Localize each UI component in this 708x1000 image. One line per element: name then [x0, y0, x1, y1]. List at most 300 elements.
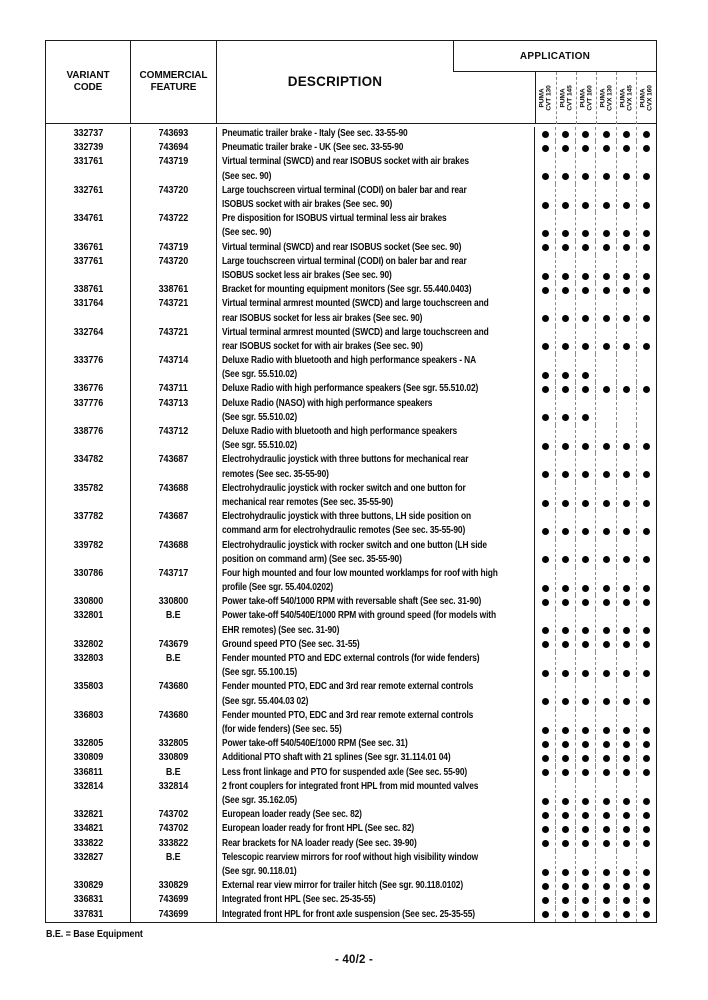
commercial-feature-cell: B.E	[131, 766, 217, 780]
application-dot	[582, 755, 589, 762]
description-cell	[217, 453, 535, 481]
application-cell	[555, 837, 575, 851]
application-model-label: PUMA CVX 145	[619, 85, 634, 111]
application-dot	[643, 343, 650, 350]
application-cell	[616, 382, 636, 396]
application-cell	[616, 425, 636, 453]
application-dot	[603, 897, 610, 904]
application-cell	[616, 680, 636, 708]
application-cell	[636, 155, 656, 183]
table-row	[46, 397, 656, 425]
application-cell	[535, 737, 555, 751]
application-model-label: PUMA CVX 130	[599, 85, 614, 111]
application-cell	[595, 297, 615, 325]
application-dot	[643, 869, 650, 876]
application-cell	[636, 851, 656, 879]
commercial-feature-cell: 743717	[131, 567, 217, 595]
application-cell	[555, 127, 575, 141]
application-dot	[643, 755, 650, 762]
application-cell	[575, 539, 595, 567]
description-line: Virtual terminal armrest mounted (SWCD) and large touchscreen and	[222, 326, 489, 338]
description-line: Electrohydraulic joystick with rocker switch and one button for	[222, 482, 466, 494]
description-cell	[217, 283, 535, 297]
table-row	[46, 595, 656, 609]
table-row	[46, 297, 656, 325]
variant-code-cell: 334821	[46, 822, 131, 836]
variant-code-cell: 337831	[46, 908, 131, 922]
application-cell	[595, 879, 615, 893]
variant-code-cell: 336776	[46, 382, 131, 396]
description-cell	[217, 326, 535, 354]
application-dot	[643, 556, 650, 563]
application-dot	[623, 812, 630, 819]
application-dot	[562, 528, 569, 535]
application-dot	[643, 230, 650, 237]
application-dot	[623, 500, 630, 507]
application-cell	[575, 908, 595, 922]
application-cell	[575, 737, 595, 751]
commercial-feature-cell: 743694	[131, 141, 217, 155]
application-dot	[582, 372, 589, 379]
application-dot	[603, 343, 610, 350]
description-line: Power take-off 540/540E/1000 RPM (See sec. 31)	[222, 738, 408, 750]
application-dot	[582, 556, 589, 563]
commercial-feature-cell: 330809	[131, 751, 217, 765]
application-model-header	[536, 72, 556, 124]
application-cell	[555, 680, 575, 708]
application-cell	[595, 595, 615, 609]
application-cell	[535, 354, 555, 382]
application-dot	[623, 556, 630, 563]
application-dot	[542, 414, 549, 421]
application-dot	[562, 471, 569, 478]
application-dot	[582, 670, 589, 677]
description-line: Power take-off 540/1000 RPM with reversable shaft (See sec. 31-90)	[222, 596, 482, 608]
application-dot	[582, 230, 589, 237]
commercial-feature-cell: 743722	[131, 212, 217, 240]
application-cell	[535, 212, 555, 240]
table-row	[46, 141, 656, 155]
application-cell	[616, 709, 636, 737]
variant-code-header-line1: VARIANT	[66, 70, 110, 81]
variant-code-cell: 337776	[46, 397, 131, 425]
application-cell	[636, 638, 656, 652]
table-row	[46, 155, 656, 183]
commercial-feature-cell: B.E	[131, 652, 217, 680]
application-cell	[595, 851, 615, 879]
application-dot	[562, 883, 569, 890]
application-dot	[643, 897, 650, 904]
options-table	[45, 40, 657, 923]
description-line: ISOBUS socket less air brakes (See sec. 90)	[222, 269, 392, 281]
application-cell	[575, 766, 595, 780]
application-dot	[643, 798, 650, 805]
application-dot	[603, 911, 610, 918]
description-line: Less front linkage and PTO for suspended axle (See sec. 55-90)	[222, 766, 468, 778]
application-cell	[636, 595, 656, 609]
application-dot	[643, 315, 650, 322]
description-cell	[217, 397, 535, 425]
table-row	[46, 255, 656, 283]
application-dot	[542, 798, 549, 805]
application-dot	[542, 698, 549, 705]
description-line: Fender mounted PTO, EDC and 3rd rear remote external controls	[222, 709, 474, 721]
commercial-feature-cell: 743711	[131, 382, 217, 396]
table-row	[46, 510, 656, 538]
application-cell	[535, 837, 555, 851]
table-row	[46, 283, 656, 297]
application-dot	[603, 145, 610, 152]
description-line: ISOBUS socket with air brakes (See sec. 90)	[222, 198, 393, 210]
application-dot	[643, 244, 650, 251]
description-header: DESCRIPTION	[287, 74, 383, 89]
variant-code-cell: 332827	[46, 851, 131, 879]
description-cell	[217, 780, 535, 808]
description-line: Pneumatic trailer brake - UK (See sec. 33-55-90	[222, 142, 404, 154]
application-cell	[535, 680, 555, 708]
description-line: rear ISOBUS socket for less air brakes (See sec. 90)	[222, 312, 423, 324]
variant-code-cell: 330786	[46, 567, 131, 595]
table-row	[46, 851, 656, 879]
application-cell	[575, 837, 595, 851]
variant-code-cell: 339782	[46, 539, 131, 567]
application-cell	[636, 539, 656, 567]
application-cell	[595, 638, 615, 652]
commercial-feature-header-line1: COMMERCIAL	[139, 70, 208, 81]
commercial-feature-cell: 333822	[131, 837, 217, 851]
application-cell	[616, 766, 636, 780]
application-dot	[643, 528, 650, 535]
application-cell	[575, 127, 595, 141]
application-cell	[575, 212, 595, 240]
description-cell	[217, 539, 535, 567]
application-cell	[636, 397, 656, 425]
application-cell	[636, 808, 656, 822]
variant-code-cell: 332803	[46, 652, 131, 680]
application-dot	[582, 386, 589, 393]
application-dot	[562, 145, 569, 152]
application-dot	[603, 741, 610, 748]
application-cell	[555, 908, 575, 922]
description-line: Large touchscreen virtual terminal (CODI) on baler bar and rear	[222, 184, 467, 196]
application-dot	[643, 585, 650, 592]
application-dot	[582, 727, 589, 734]
description-line: Large touchscreen virtual terminal (CODI) on baler bar and rear	[222, 255, 467, 267]
application-cell	[636, 751, 656, 765]
application-dot	[542, 826, 549, 833]
application-cell	[636, 908, 656, 922]
table-row	[46, 652, 656, 680]
application-cell	[535, 155, 555, 183]
table-body	[46, 124, 656, 922]
application-cell	[535, 255, 555, 283]
application-cell	[555, 212, 575, 240]
variant-code-cell: 332814	[46, 780, 131, 808]
table-row	[46, 737, 656, 751]
description-line: Rear brackets for NA loader ready (See sec. 39-90)	[222, 837, 417, 849]
commercial-feature-cell: 743721	[131, 326, 217, 354]
application-dot	[643, 769, 650, 776]
application-dot	[582, 528, 589, 535]
application-cell	[575, 638, 595, 652]
description-cell	[217, 255, 535, 283]
application-cell	[616, 808, 636, 822]
application-model-columns	[535, 72, 656, 124]
table-header	[46, 41, 656, 124]
description-line: Virtual terminal (SWCD) and rear ISOBUS socket (See sec. 90)	[222, 241, 462, 253]
application-cell	[575, 893, 595, 907]
application-cell	[535, 283, 555, 297]
application-dot	[623, 826, 630, 833]
application-dot	[603, 798, 610, 805]
application-cell	[575, 567, 595, 595]
application-cell	[595, 822, 615, 836]
application-cell	[535, 141, 555, 155]
application-dot	[542, 386, 549, 393]
application-cell	[616, 354, 636, 382]
description-line: Virtual terminal (SWCD) and rear ISOBUS socket with air brakes	[222, 156, 469, 168]
application-cell	[555, 482, 575, 510]
application-cell	[555, 297, 575, 325]
application-header: APPLICATION	[453, 41, 656, 72]
application-cell	[616, 652, 636, 680]
application-dot	[623, 343, 630, 350]
application-dot	[643, 840, 650, 847]
application-dot	[542, 343, 549, 350]
application-cell	[595, 837, 615, 851]
footer-note	[46, 928, 159, 940]
application-dot	[562, 840, 569, 847]
application-cell	[535, 638, 555, 652]
application-dot	[643, 627, 650, 634]
application-dot	[542, 670, 549, 677]
description-cell	[217, 595, 535, 609]
variant-code-cell: 338776	[46, 425, 131, 453]
application-cell	[595, 241, 615, 255]
variant-code-cell: 336811	[46, 766, 131, 780]
application-dot	[582, 287, 589, 294]
application-model-header	[576, 72, 596, 124]
application-dot	[542, 599, 549, 606]
application-dot	[623, 869, 630, 876]
application-cell	[616, 851, 636, 879]
description-cell	[217, 766, 535, 780]
application-dot	[623, 911, 630, 918]
application-cell	[575, 255, 595, 283]
application-cell	[636, 184, 656, 212]
application-dot	[623, 443, 630, 450]
application-dot	[623, 202, 630, 209]
table-row	[46, 879, 656, 893]
application-dot	[542, 372, 549, 379]
application-dot	[562, 173, 569, 180]
application-dot	[562, 556, 569, 563]
application-dot	[582, 741, 589, 748]
application-dot	[603, 443, 610, 450]
application-dot	[623, 145, 630, 152]
application-cell	[555, 539, 575, 567]
description-line: External rear view mirror for trailer hitch (See sgr. 90.118.0102)	[222, 880, 464, 892]
application-cell	[595, 709, 615, 737]
application-dot	[582, 343, 589, 350]
application-cell	[535, 908, 555, 922]
application-cell	[535, 510, 555, 538]
application-dot	[562, 414, 569, 421]
application-cell	[616, 595, 636, 609]
application-cell	[595, 326, 615, 354]
application-cell	[616, 567, 636, 595]
application-dot	[643, 670, 650, 677]
commercial-feature-cell: 743688	[131, 482, 217, 510]
table-row	[46, 482, 656, 510]
application-dot	[542, 755, 549, 762]
application-dot	[623, 627, 630, 634]
application-cell	[636, 212, 656, 240]
application-dot	[542, 173, 549, 180]
application-dot	[643, 145, 650, 152]
application-cell	[555, 155, 575, 183]
application-cell	[636, 766, 656, 780]
application-cell	[636, 326, 656, 354]
footer-note-text: B.E. = Base Equipment	[46, 928, 143, 940]
description-cell	[217, 737, 535, 751]
application-cell	[616, 638, 636, 652]
application-dot	[582, 840, 589, 847]
application-cell	[636, 482, 656, 510]
application-cell	[535, 567, 555, 595]
variant-code-cell: 334761	[46, 212, 131, 240]
application-cell	[535, 652, 555, 680]
application-cell	[555, 283, 575, 297]
application-cell	[575, 595, 595, 609]
application-dot	[582, 414, 589, 421]
application-cell	[535, 382, 555, 396]
description-line: rear ISOBUS socket for with air brakes (See sec. 90)	[222, 340, 423, 352]
table-row	[46, 609, 656, 637]
description-line: remotes (See sec. 35-55-90)	[222, 468, 329, 480]
application-cell	[616, 184, 636, 212]
application-dot	[623, 670, 630, 677]
application-dot	[623, 471, 630, 478]
application-dot	[582, 798, 589, 805]
application-cell	[595, 680, 615, 708]
application-dot	[542, 556, 549, 563]
description-line: 2 front couplers for integrated front HPL from mid mounted valves	[222, 780, 479, 792]
application-cell	[636, 609, 656, 637]
application-dot	[562, 641, 569, 648]
application-dot	[643, 883, 650, 890]
application-dot	[582, 869, 589, 876]
variant-code-cell: 332805	[46, 737, 131, 751]
application-cell	[555, 425, 575, 453]
application-dot	[582, 627, 589, 634]
description-line: Pre disposition for ISOBUS virtual terminal less air brakes	[222, 213, 447, 225]
description-cell	[217, 382, 535, 396]
description-line: (See sgr. 55.510.02)	[222, 369, 298, 381]
table-row	[46, 326, 656, 354]
application-cell	[535, 453, 555, 481]
table-row	[46, 751, 656, 765]
application-cell	[575, 879, 595, 893]
application-dot	[603, 131, 610, 138]
variant-code-cell: 330809	[46, 751, 131, 765]
application-dot	[542, 840, 549, 847]
application-dot	[562, 287, 569, 294]
application-dot	[603, 698, 610, 705]
application-model-header	[636, 72, 656, 124]
application-dot	[542, 287, 549, 294]
description-line: profile (See sgr. 55.404.0202)	[222, 582, 334, 594]
description-line: Additional PTO shaft with 21 splines (See sgr. 31.114.01 04)	[222, 752, 451, 764]
description-line: (See sgr. 55.510.02)	[222, 411, 298, 423]
application-dot	[582, 585, 589, 592]
application-dot	[562, 202, 569, 209]
commercial-feature-cell: 338761	[131, 283, 217, 297]
application-dot	[542, 500, 549, 507]
application-cell	[535, 595, 555, 609]
description-line: Electrohydraulic joystick with three buttons for mechanical rear	[222, 454, 469, 466]
table-row	[46, 453, 656, 481]
description-line: Electrohydraulic joystick with rocker switch and one button (LH side	[222, 539, 487, 551]
application-cell	[535, 851, 555, 879]
variant-code-cell: 336803	[46, 709, 131, 737]
application-dot	[562, 755, 569, 762]
application-dot	[542, 315, 549, 322]
description-cell	[217, 297, 535, 325]
application-cell	[595, 255, 615, 283]
application-dot	[562, 826, 569, 833]
description-cell	[217, 822, 535, 836]
application-cell	[616, 155, 636, 183]
application-cell	[535, 326, 555, 354]
application-cell	[575, 397, 595, 425]
application-dot	[562, 627, 569, 634]
application-dot	[582, 883, 589, 890]
commercial-feature-cell: 743699	[131, 893, 217, 907]
application-dot	[603, 869, 610, 876]
application-cell	[616, 241, 636, 255]
application-cell	[575, 141, 595, 155]
description-line: Integrated front HPL (See sec. 25-35-55)	[222, 894, 376, 906]
application-cell	[616, 893, 636, 907]
description-line: Ground speed PTO (See sec. 31-55)	[222, 638, 360, 650]
application-dot	[562, 244, 569, 251]
application-dot	[643, 812, 650, 819]
table-row	[46, 893, 656, 907]
application-cell	[535, 297, 555, 325]
variant-code-cell: 332821	[46, 808, 131, 822]
application-cell	[575, 241, 595, 255]
description-line: Four high mounted and four low mounted worklamps for roof with high	[222, 567, 498, 579]
application-dot	[603, 585, 610, 592]
description-line: Fender mounted PTO and EDC external controls (for wide fenders)	[222, 653, 480, 665]
application-dot	[603, 244, 610, 251]
application-dot	[582, 826, 589, 833]
variant-code-cell: 333822	[46, 837, 131, 851]
application-dot	[582, 443, 589, 450]
application-cell	[555, 326, 575, 354]
application-dot	[542, 528, 549, 535]
application-cell	[595, 766, 615, 780]
description-line: (See sgr. 55.510.02)	[222, 440, 298, 452]
application-dot	[603, 641, 610, 648]
application-cell	[535, 127, 555, 141]
description-cell	[217, 212, 535, 240]
application-dot	[542, 443, 549, 450]
table-row	[46, 567, 656, 595]
application-dot	[582, 599, 589, 606]
application-cell	[555, 652, 575, 680]
